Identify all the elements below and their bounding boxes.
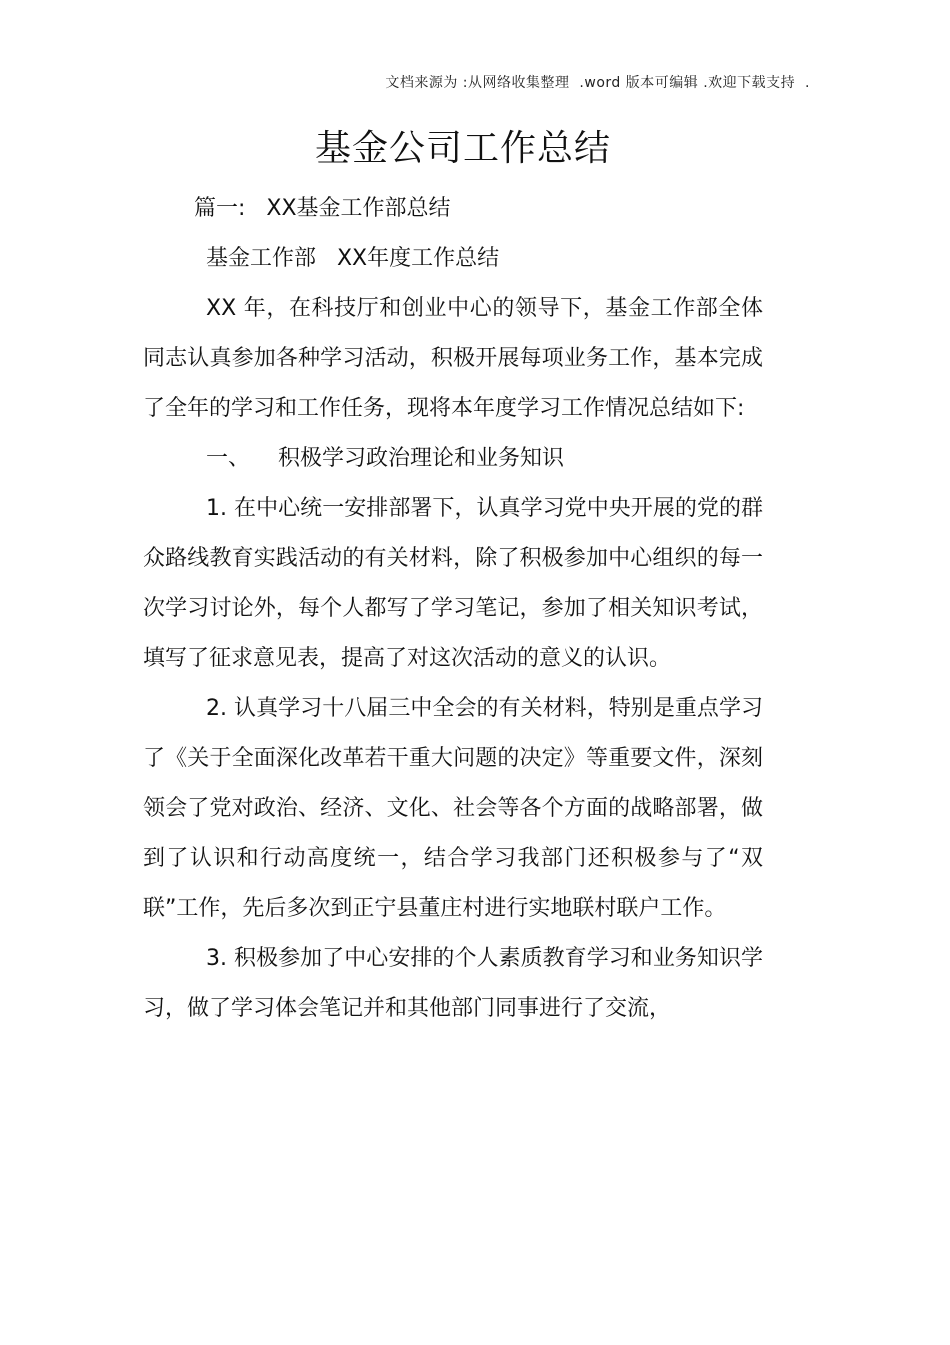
paragraph-item-3: 3. 积极参加了中心安排的个人素质教育学习和业务知识学习，做了学习体会笔记并和其他部门同事进行了交流， [143, 946, 763, 1021]
chapter-title: 篇一: XX基金工作部总结 [194, 196, 451, 221]
paragraph-item-1: 1. 在中心统一安排部署下，认真学习党中央开展的党的群众路线教育实践活动的有关材料，除了积极参加中心组织的每一次学习讨论外，每个人都写了学习笔记，参加了相关知识考试，填写了征求意见表，提高了对这次活动的意义的认识。 [143, 496, 763, 671]
header-note: 文档来源为 :从网络收集整理 .word 版本可编辑 .欢迎下载支持 . [385, 75, 810, 91]
document-body [143, 184, 763, 1034]
document-title: 基金公司工作总结 [314, 128, 611, 169]
paragraph-item-2: 2. 认真学习十八届三中全会的有关材料，特别是重点学习了《关于全面深化改革若干重大问题的决定》等重要文件，深刻领会了党对政治、经济、文化、社会等各个方面的战略部署，做到了认识和行动高度统一，结合学习我部门还积极参与了“双联”工作，先后多次到正宁县董庄村进行实地联村联户工作。 [143, 696, 763, 921]
section-one-heading: 一、 积极学习政治理论和业务知识 [206, 446, 564, 471]
sub-title: 基金工作部 XX年度工作总结 [206, 246, 500, 271]
intro-paragraph: XX 年，在科技厅和创业中心的领导下，基金工作部全体同志认真参加各种学习活动，积极开展每项业务工作，基本完成了全年的学习和工作任务，现将本年度学习工作情况总结如下: [143, 296, 763, 421]
